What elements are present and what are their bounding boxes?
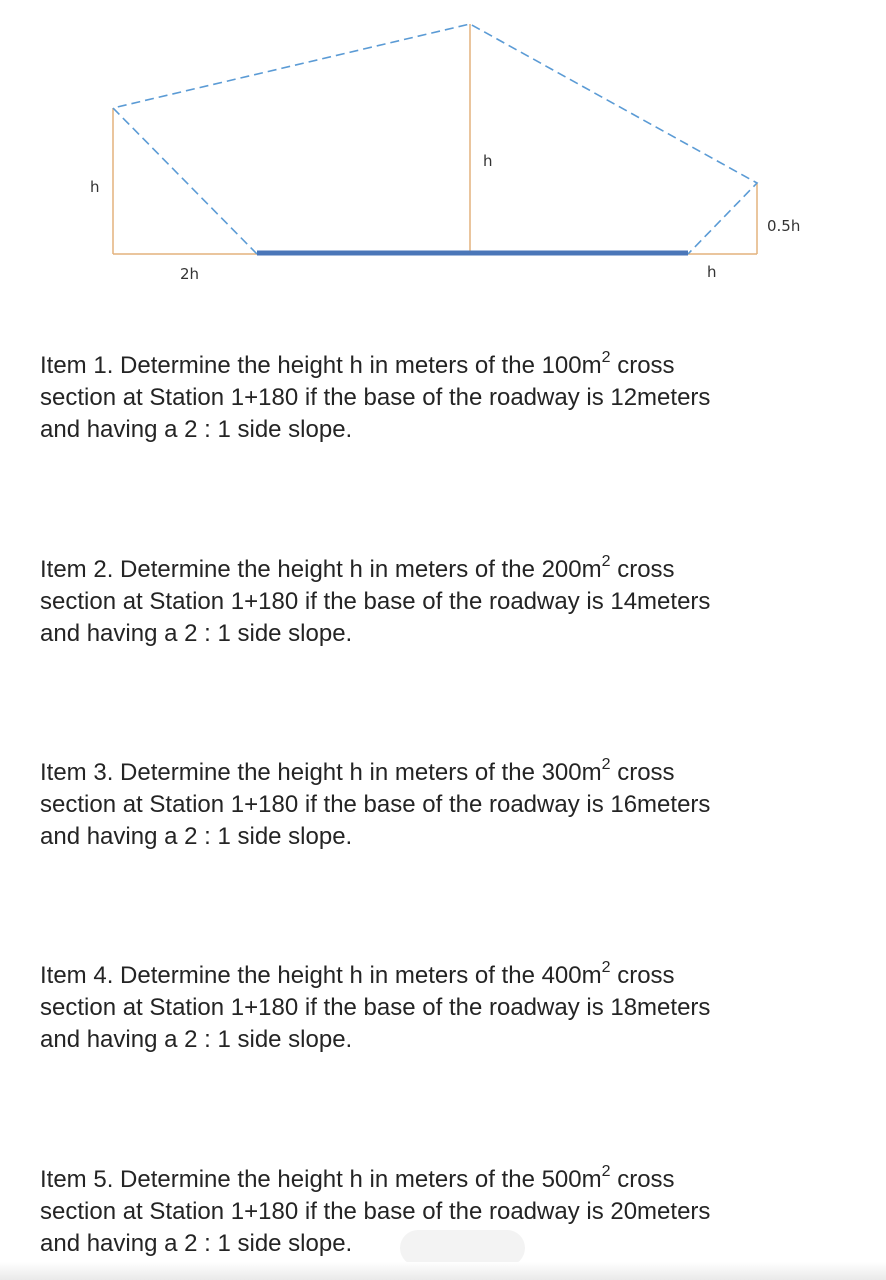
left-base-label: 2h [180,265,200,283]
item-2-line-2: section at Station 1+180 if the base of the roadway is 14meters [40,588,711,615]
superscript: 2 [601,553,611,570]
item-3-line-1: Item 3. Determine the height h in meters of the $300m^2$ cross [40,756,675,786]
item-4-line-2: section at Station 1+180 if the base of the roadway is 18meters [40,994,711,1021]
item-2 [40,554,840,650]
right-base-label: h [707,263,717,281]
item-3-line-3: and having a 2 : 1 side slope. [40,823,353,850]
item-2-line-1: Item 2. Determine the height h in meters of the $200m^2$ cross [40,553,675,583]
item-2-line-3: and having a 2 : 1 side slope. [40,620,353,647]
superscript: 2 [601,349,611,366]
item-1-line-2: section at Station 1+180 if the base of the roadway is 12meters [40,384,711,411]
right-height-label: 0.5h [767,217,801,235]
center-height-label: h [483,152,493,170]
item-1 [40,350,840,446]
left-height-label: h [90,178,100,196]
item-3-line-2: section at Station 1+180 if the base of the roadway is 16meters [40,791,711,818]
item-5-line-1: Item 5. Determine the height h in meters of the $500m^2$ cross [40,1163,675,1193]
redaction-blob [400,1230,525,1266]
item-5-line-2: section at Station 1+180 if the base of the roadway is 20meters [40,1198,711,1225]
bottom-edge-shadow [0,1262,886,1280]
item-3 [40,757,840,853]
cross-section-dashed-outline [113,24,757,254]
item-4-line-3: and having a 2 : 1 side slope. [40,1026,353,1053]
item-4 [40,960,840,1056]
cross-section-diagram [0,0,886,310]
item-5-line-3: and having a 2 : 1 side slope. [40,1230,353,1257]
superscript: 2 [601,756,611,773]
superscript: 2 [601,1163,611,1180]
item-4-line-1: Item 4. Determine the height h in meters of the $400m^2$ cross [40,959,675,989]
item-1-line-1: Item 1. Determine the height h in meters of the $100m^2$ cross [40,349,675,379]
superscript: 2 [601,959,611,976]
item-1-line-3: and having a 2 : 1 side slope. [40,416,353,443]
